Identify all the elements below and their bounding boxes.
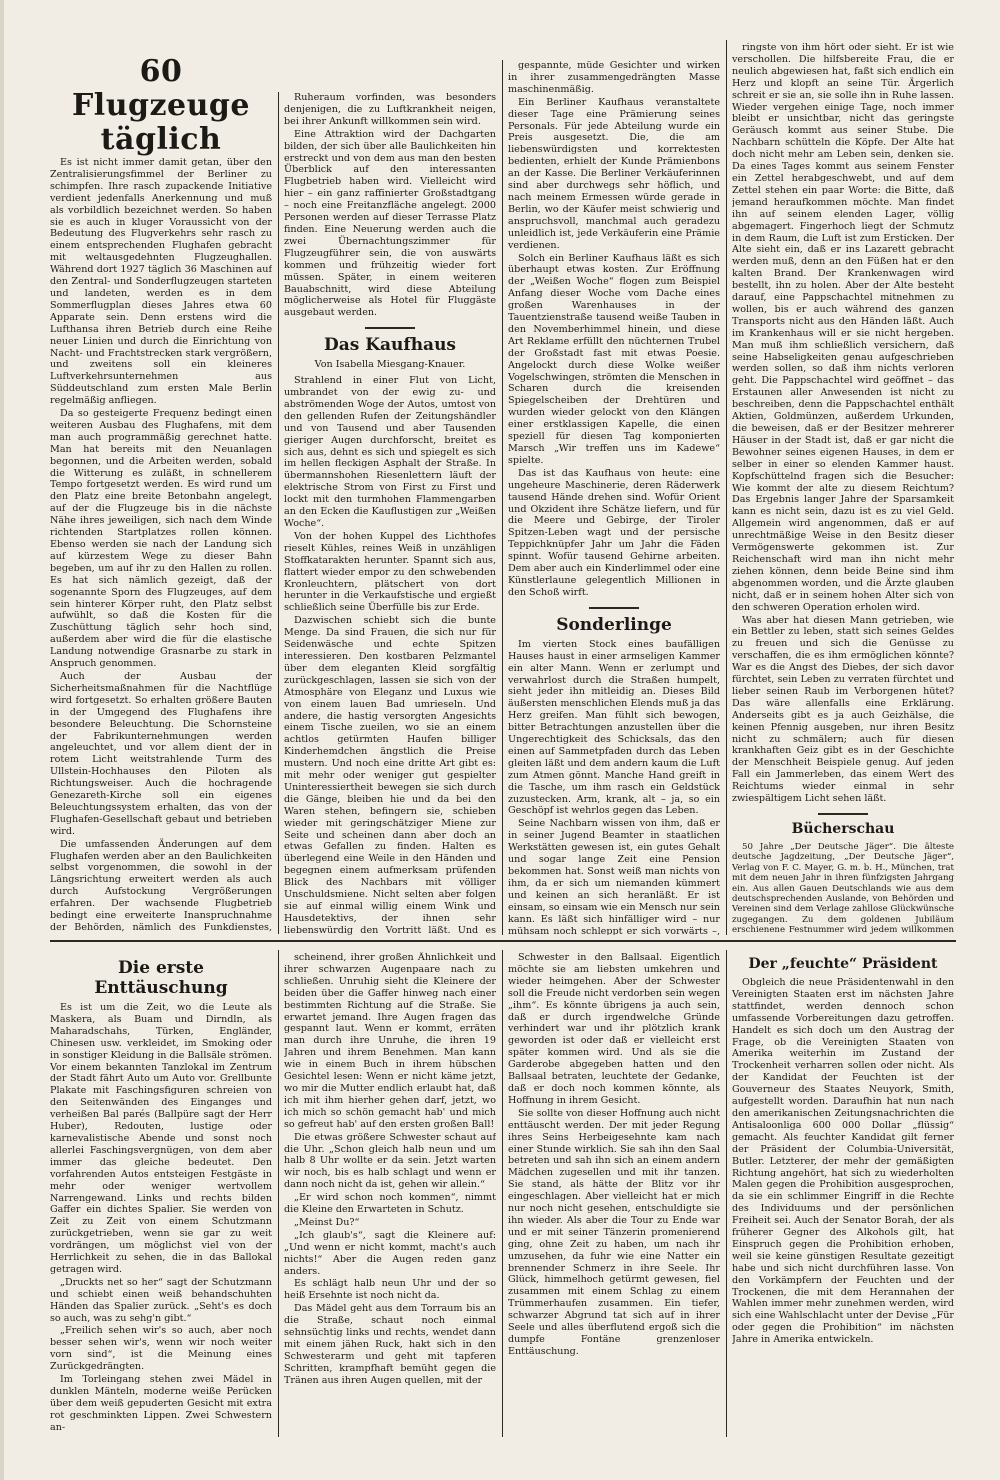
- paragraph: Die etwas größere Schwester schaut auf die Uhr. „Schon gleich halb neun und um halb 8 Uhr wollte er da sein. Jetzt warten wir noch, bis es halb schlagt und wenn er dann noch nicht da ist, gehen wir allein.“: [284, 1131, 496, 1191]
- paragraph: „Druckts net so her“ sagt der Schutzmann und schiebt einen weiß behandschuhten Händen das Spalier zurück. „Seht's es doch so auch, was zu sehg'n gibt.“: [50, 1276, 272, 1324]
- section-divider: [589, 607, 639, 609]
- lower-column-2: [284, 952, 496, 1437]
- paragraph: Das Mädel geht aus dem Torraum bis an die Straße, schaut noch einmal sehnsüchtig links und rechts, wendet dann mit einem jähen Ruck, hakt sich in den Schwesterarm und geht mit tapferen Schritten, krampfhaft bemüht gegen die Tränen aus ihren Augen quellen, mit der: [284, 1303, 496, 1386]
- paragraph: Auch der Ausbau der Sicherheitsmaßnahmen für die Nachtflüge wird fortgesetzt. So erhalten größere Bauten in der Umgegend des Flughafens ihre besondere Beleuchtung. Die Schornsteine der Fabrikunternehmungen werden angeleuchtet, und vor allem dient der in rotem Licht weitstrahlende Turm des Ullstein-Hochhauses den Piloten als Richtungsweiser. Auch die hochragende Genezareth-Kirche soll ein eigenes Beleuchtungssystem erhalten, das von der Flughafen-Gesellschaft gebaut und betrieben wird.: [50, 670, 272, 837]
- paragraph: Seine Nachbarn wissen von ihm, daß er in seiner Jugend Beamter in staatlichen Werkstätten gewesen ist, ein gutes Gehalt und sogar lange Zeit eine Pension bekommen hat. Sonst weiß man nichts von ihm, da er sich um niemanden kümmert und keinen an sich heranläßt. Er ist einsam, so einsam wie ein Mensch nur sein kann. Es läßt sich hinfälliger wird – nur mühsam noch schleppt er sich vorwärts –,: [508, 818, 720, 935]
- column-rule: [726, 40, 727, 935]
- paragraph: Es ist nicht immer damit getan, über den Zentralisierungsfimmel der Berliner zu schimpfen. Ihre rasch zupackende Initiative verdient jedenfalls Anerkennung und muß als vorbildlich bezeichnet werden. So haben sie es auch in kluger Voraussicht von der Bedeutung des Flugverkehrs sehr rasch zu einem entsprechenden Flughafen gebracht mit weltausgedehnten Flugzeughallen. Während dort 1927 täglich 36 Maschinen auf den Zentral- und Sonderflugzeugen starteten und landeten, werden es in dem Sommerflugplan dieses Jahres etwa 60 Apparate sein. Denn erstens wird die Lufthansa ihren Betrieb durch eine Reihe neuer Linien und durch die Einrichtung von Nacht- und Frachtstrecken stark vergrößern, und zweitens soll ein kleineres Luftverkehrsunternehmen aus Süddeutschland zum ersten Male Berlin regelmäßig anfliegen.: [50, 157, 272, 407]
- paragraph: Schwester in den Ballsaal. Eigentlich möchte sie am liebsten umkehren und wieder heimgehen. Aber der Schwester soll die Freude nicht verdorben sein wegen „ihm“. Es könnte übrigens ja auch sein, daß er durch irgendwelche Gründe verhindert war und ihr plötzlich krank geworden ist oder daß er vielleicht erst später kommen wird. Und als sie die Garderobe abgegeben hatten und den Ballsaal betraten, leuchtete der Gedanke, daß er doch noch kommen könnte, als Hoffnung in ihrem Gesicht.: [508, 952, 720, 1106]
- paragraph: Im vierten Stock eines baufälligen Hauses haust in einer armseligen Kammer ein alter Mann. Wenn er zerlumpt und verwahrlost durch die Straßen humpelt, sieht jeder ihn mitleidig an. Dieses Bild äußersten menschlichen Elends muß ja das Herz greifen. Man fühlt sich bewogen, bitter Betrachtungen anzustellen über die Ungerechtigkeit des Schicksals, das den einen auf Sammetpfaden durch das Leben gleiten läßt und dem andern kaum die Luft zum Atmen gönnt. Manche Hand greift in die Tasche, um ihm rasch ein Geldstück zuzustecken. Arm, krank, alt – ja, so ein Geschöpf ist wehrlos gegen das Leben.: [508, 638, 720, 817]
- paragraph: Ein Berliner Kaufhaus veranstaltete dieser Tage eine Prämierung seines Personals. Für jede Abteilung wurde ein Preis ausgesetzt. Die, die am liebenswürdigsten und korrektesten bedienten, erhielt der Kunde Prämienbons an der Kasse. Die Berliner Verkäuferinnen sind aber durchwegs sehr höflich, und nach meinem Ermessen würde gerade in Berlin, wo der Käufer meist schwierig und anspruchsvoll, manchmal auch geradezu unleidlich ist, jede Verkäuferin eine Prämie verdienen.: [508, 96, 720, 251]
- book-review-text: 50 Jahre „Der Deutsche Jäger“. Die älteste deutsche Jagdzeitung, „Der Deutsche Jäger“, Verlag von F. C. Mayer, G. m. b. H., München, trat mit dem neuen Jahr in ihren fünfzigsten Jahrgang ein. Aus allen Gauen Deutschlands wie aus dem deutschsprechenden Auslande, von Behörden und Vereinen sind dem Verlage zahllose Glückwünsche zugegangen. Zu dem goldenen Jubiläum erschienene Festnummer wird jedem willkommen: [732, 842, 954, 935]
- column-rule: [278, 950, 279, 1437]
- section-divider: [818, 813, 868, 815]
- column-rule: [278, 92, 279, 934]
- section-divider: [365, 327, 415, 329]
- paragraph: Die umfassenden Änderungen auf dem Flughafen werden aber an den Baulichkeiten selbst vorgenommen, die sowohl in der Längsrichtung erweitert werden als auch durch Aufstockung Vergrößerungen erfahren. Der wachsende Flugbetrieb bedingt eine erweiterte Inanspruchnahme der Behörden, nämlich des Funkdienstes,: [50, 838, 272, 933]
- section-separator: [50, 940, 956, 942]
- paragraph: Eine Attraktion wird der Dachgarten bilden, der sich über alle Baulichkeiten hin erstreckt und von dem aus man den besten Überblick auf den interessanten Flugbetrieb haben wird. Vielleicht wird hier – ein ganz raffinierter Großstadtgang – noch eine Freitanzfläche angelegt. 2000 Personen werden auf dieser Terrasse Platz finden. Eine Neuerung werden auch die zwei Übernachtungszimmer für Flugzeugführer sein, die von auswärts kommen und frühzeitig wieder fort müssen. Später, in einem weiteren Bauabschnitt, wird diese Abteilung möglicherweise als Hotel für Fluggäste ausgebaut werden.: [284, 128, 496, 319]
- paragraph: „Meinst Du?“: [294, 1216, 360, 1228]
- headline-sonderlinge: Sonderlinge: [556, 614, 672, 635]
- lower-column-3: [508, 952, 720, 1437]
- paragraph: Es ist um die Zeit, wo die Leute als Maskera, als Buam und Dirndln, als Maharadschahs, Türken, Engländer, Chinesen usw. verkleidet, im Smoking oder in sonstiger Kleidung in die Ballsäle strömen. Vor einem bekannten Tanzlokal im Zentrum der Stadt fährt Auto um Auto vor. Grellbunte Plakate mit Faschingsfiguren schreien von den Seitenwänden des Einganges und verheißen Bal parés (Ballpüre sagt der Herr Huber), Redouten, lustige oder karnevalistische Abende und sonst noch allerlei Faschingsvergnügen, von dem aber immer das gleiche bedeutet. Den vorfahrenden Autos entsteigen Festgäste in mehr oder weniger wertvollem Narrengewand. Links und rechts bilden Gaffer ein dichtes Spalier. Sie werden von Zeit zu Zeit von einem Schutzmann zurückgetrieben, wenn sie gar zu weit vordrängen, um möglichst viel von der Herrlichkeit zu sehen, die in das Ballokal getragen wird.: [50, 1002, 272, 1275]
- paragraph: „Freilich sehen wir's so auch, aber noch besser sehen wir's, wenn wir noch weiter vorn sind“, ist die Meinung eines Zurückgedrängten.: [50, 1325, 272, 1373]
- paragraph: Strahlend in einer Flut von Licht, umbrandet von der ewig zu- und abströmenden Woge der Autos, umtost von den gellenden Rufen der Zeitungshändler und von Tausend und aber Tausenden gieriger Augen durchforscht, breitet es sich aus, dehnt es sich und spiegelt es sich im hellen fleckigen Asphalt der Straße. In übermannshohen Riesenlettern läuft der elektrische Strom von First zu First und lockt mit den turmhohen Flammengarben an den Ecken die Kauflustigen zur „Weißen Woche“.: [284, 375, 496, 529]
- paragraph: Dazwischen schiebt sich die bunte Menge. Da sind Frauen, die sich nur für Seidenwäsche und echte Spitzen interessieren. Den kostbaren Pelzmantel über dem eleganten Kleid sorgfältig zurückgeschlagen, lassen sie sich von der Atmosphäre von Eleganz und Luxus wie von einem lauen Bad umrieseln. Und andere, die hastig versorgten Angesichts einem Tische zueilen, wo sie an einem achtlos getürmten Haufen billiger Kinderhemdchen ängstlich die Preise mustern. Und noch eine dritte Art gibt es: mit mehr oder weniger gut gespielter Uninteressiertheit bewegen sie sich durch die Gänge, bleiben hie und da bei den Waren stehen, befingern sie, schieben wieder mit geringschätziger Miene zur Seite und scheinen dann aber doch an etwas Gefallen zu finden. Halten es überlegend eine Weile in den Händen und begegnen einem aufmerksam prüfenden Blick des Nachbars mit völliger Unschuldsmiene. Nicht selten aber folgen sie auf einmal willig einem Wink und Hausdetektivs, der ihnen sehr liebenswürdig den Vortritt läßt. Und es: [284, 615, 496, 935]
- paragraph: Es schlägt halb neun Uhr und der so heiß Ersehnte ist noch nicht da.: [284, 1278, 496, 1302]
- paragraph: Was aber hat diesen Mann getrieben, wie ein Bettler zu leben, statt sich seines Geldes zu freuen und sich die Genüsse zu verschaffen, die es ihm ermöglichen könnte? War es die Angst des Diebes, der sich davor fürchtet, sein Leben zu verraten fürchtet und lieber seinen Raub im Verborgenen hütet? Das wäre allenfalls eine Erklärung. Anderseits gibt es ja auch Geizhälse, die keinen Pfennig ausgeben, nur ihren Besitz nicht zu schmälern; auch für diesen krankhaften Geiz gibt es in der Geschichte der Menschheit Beispiele genug. Auf jeden Fall ein Jammerleben, das einem Wert des Reichtums wieder einmal in sehr zwiespältigem Licht sehen läßt.: [732, 614, 954, 805]
- headline-flugzeuge: 60 Flugzeuge täglich: [72, 55, 250, 157]
- paragraph: Solch ein Berliner Kaufhaus läßt es sich überhaupt etwas kosten. Zur Eröffnung der „Weißen Woche“ flogen zum Beispiel Anfang dieser Woche vom Dache eines großen Warenhauses in der Tauentzienstraße tausend weiße Tauben in den Novemberhimmel hinein, und diese Art Reklame erfüllt den nüchternen Trubel der Großstadt fast mit etwas Poesie. Angelockt durch diese Wolke weißer Vogelschwingen, strömten die Menschen in Scharen durch die kreisenden Spiegelscheiben der Drehtüren und wurden wieder gelockt von den Klängen einer erstklassigen Kapelle, die einen speziell für diesen Tag komponierten Marsch „Wir treffen uns im Kadewe“ spielte.: [508, 252, 720, 466]
- upper-column-2: [284, 92, 496, 935]
- byline: Von Isabella Miesgang-Knauer.: [314, 359, 466, 371]
- paragraph: ringste von ihm hört oder sieht. Er ist wie verschollen. Die hilfsbereite Frau, die er neulich abgewiesen hat, faßt sich endlich ein Herz und klopft an seine Tür. Ärgerlich schreit er sie an, sie solle ihn in Ruhe lassen. Wieder vergehen einige Tage, noch immer bleibt er unsichtbar, nicht das geringste Geräusch kommt aus seiner Stube. Die Nachbarn schütteln die Köpfe. Der Alte hat doch nicht mehr am Leben sein, denken sie. Da eines Tages kommt aus seinem Fenster ein Zettel herabgeschwebt, und auf dem Zettel stehen ein paar Worte: die Bitte, daß jemand heraufkommen möchte. Man findet ihn auf seinem elenden Lager, völlig abgemagert. Fingerhoch liegt der Schmutz in dem Raum, die Luft ist zum Ersticken. Der Alte sieht ein, daß er ins Lazarett gebracht werden muß, denn an den Füßen hat er den kalten Brand. Der Krankenwagen wird bestellt, ihn zu holen. Aber der Alte besteht darauf, eine Pappschachtel mitnehmen zu wollen, bis er auch während des ganzen Transports nicht aus den Händen läßt. Auch im Krankenhaus will er sie nicht hergeben. Man muß ihm schließlich versichern, daß seine Habseligkeiten genau aufgeschrieben werden sollen, so daß ihm nichts verloren geht. Die Pappschachtel wird geöffnet – das Erstaunen aller Anwesenden ist nicht zu beschreiben, denn die Pappschachtel enthält Aktien, Goldmünzen, außerdem Urkunden, die beweisen, daß er der Besitzer mehrerer Häuser in der Stadt ist, daß er gar nicht die Bewohner seines eigenen Hauses, in dem er selber in einer so elenden Kammer haust. Kopfschüttelnd fragen sich die Besucher: Wie kommt der alte zu diesem Reichtum? Das Ergebnis langer Jahre der Sparsamkeit kann es nicht sein, dazu ist es zu viel Geld. Allgemein wird angenommen, daß er auf unrechtmäßige Weise in den Besitz dieser Vermögenswerte gekommen ist. Zur Reichenschaft wird man ihn nicht mehr ziehen können, denn beide Beine sind ihm abgenommen worden, und die Ärzte glauben nicht, daß er in seinem hohen Alter sich von den schweren Operation erholen wird.: [732, 42, 954, 613]
- paragraph: Ruheraum vorfinden, was besonders denjenigen, die zu Luftkrankheit neigen, bei ihrer Ankunft willkommen sein wird.: [284, 92, 496, 127]
- paragraph: Obgleich die neue Präsidentenwahl in den Vereinigten Staaten erst im nächsten Jahre stattfindet, werden dennoch schon umfassende Vorbereitungen dazu getroffen. Handelt es sich doch um den Austrag der Frage, ob die Vereinigten Staaten von Amerika weiterhin im Zustand der Trockenheit verharren sollen oder nicht. Als der Kandidat der Feuchten ist der Gouverneur des Staates Neuyork, Smith, aufgestellt worden. Daraufhin hat nun nach den amerikanischen Zeitungsnachrichten die Antisaloonliga 600 000 Dollar „flüssig“ gemacht. Als feuchter Kandidat gilt ferner der Präsident der Columbia-Universität, Butler. Letzterer, der mehr der gemäßigten Richtung angehört, hat sich zu wiederholten Malen gegen die Prohibition ausgesprochen, da sie ein schlimmer Eingriff in die Rechte des Individuums und der persönlichen Freiheit sei. Auch der Senator Borah, der als früherer Gegner des Alkohols gilt, hat Einspruch gegen die Prohibition erhoben, weil sie keine günstigen Resultate gezeitigt habe und sich nicht durchführen lasse. Von den Vorkämpfern der Feuchten und der Trockenen, die mit dem Herannahen der Wahlen immer mehr zunehmen werden, wird sich eine Wahlschlacht unter der Devise „Für oder gegen die Prohibition“ im nächsten Jahre in Amerika entwickeln.: [732, 977, 954, 1346]
- headline-feuchte-praesident: Der „feuchte“ Präsident: [748, 956, 938, 972]
- paragraph: Im Torleingang stehen zwei Mädel in dunklen Mänteln, moderne weiße Perücken über dem weiß gepuderten Gesicht mit extra rot geschminkten Lippen. Zwei Schwestern an-: [50, 1374, 272, 1433]
- upper-column-3: [508, 60, 720, 935]
- paragraph: Das ist das Kaufhaus von heute: eine ungeheure Maschinerie, deren Räderwerk tausend Hände drehen sind. Wofür Orient und Okzident ihre Schätze liefern, und für die Meere und Gebirge, der Tiroler Spitzen-Leben wagt und der persische Teppichknüpfer Jahr um Jahr die Fäden spinnt. Wofür tausend Gehirne arbeiten. Dem aber auch ein Kinderlimmel oder eine Künstlerlaune gelegentlich Millionen in den Schoß wirft.: [508, 467, 720, 598]
- paragraph: Sie sollte von dieser Hoffnung auch nicht enttäuscht werden. Der mit jeder Regung ihres Seins Herbeigesehnte kam nach einer Stunde wirklich. Sie sah ihn den Saal betreten und sah ihn sich an einem andern Mädchen zugesellen und mit ihr tanzen. Sie stand, als hätte der Blitz vor ihr eingeschlagen. Aber vielleicht hat er mich nur noch nicht gesehen, entschuldigte sie ihn wieder. Als aber die Tour zu Ende war und er mit seiner Tänzerin promenierend ging, ohne Zeit zu haben, um nach ihr umzusehen, da fuhr wie eine Natter ein brennender Schmerz in ihre Seele. Ihr Glück, himmelhoch getürmt gewesen, fiel zusammen mit einem Schlag zu einem Trümmerhaufen zusammen. Ein tiefer, schwarzer Abgrund tat sich auf in ihrer Seele und alles überflutend ergoß sich die dumpfe Fontäne grenzenloser Enttäuschung.: [508, 1107, 720, 1357]
- upper-column-1: [50, 55, 272, 935]
- paragraph: Von der hohen Kuppel des Lichthofes rieselt Kühles, reines Weiß in unzähligen Stoffkatarakten herunter. Spannt sich aus, flattert wieder empor zu den schwebenden Kronleuchtern, plätschert von dort herunter in die Verkaufstische und ergießt schließlich seine Überfülle bis zur Erde.: [284, 530, 496, 614]
- column-rule: [502, 950, 503, 1437]
- upper-column-4: [732, 42, 954, 935]
- lower-column-1: [50, 952, 272, 1437]
- paragraph: gespannte, müde Gesichter und wirken in ihrer zusammengedrängten Masse maschinenmäßig.: [508, 60, 720, 95]
- paragraph: scheinend, ihrer großen Ähnlichkeit und ihrer schwarzen Augenpaare nach zu schließen. Unruhig sieht die Kleinere der beiden über die Gaffer hinweg nach einer bestimmten Richtung auf die Straße. Sie erwartet jemand. Ihre Augen fragen das gespannt laut. Wenn er kommt, erräten man durch ihre Unruhe, die ihren 19 Jahren und ihrem Benehmen. Man kann wie in einem Buch in ihrem hübschen Gesichtel lesen: Wenn er nicht käme jetzt, wo mir die Mutter endlich erlaubt hat, daß ich mit ihm hierher gehen darf, jetzt, wo ich mich so schön gemacht hab' und mich so gefreut hab' auf den ersten großen Ball!: [284, 952, 496, 1130]
- column-rule: [502, 60, 503, 935]
- headline-erste-enttaeuschung: Die erste Enttäuschung: [94, 958, 228, 998]
- headline-buecherschau: Bücherschau: [791, 821, 895, 837]
- paragraph: „Ich glaub's“, sagt die Kleinere auf: „Und wenn er nicht kommt, macht's auch nichts!“ Aber die Augen reden ganz anders.: [284, 1229, 496, 1277]
- paragraph: „Er wird schon noch kommen“, nimmt die Kleine den Erwarteten in Schutz.: [284, 1192, 496, 1216]
- lower-column-4: [732, 952, 954, 1437]
- paragraph: Da so gesteigerte Frequenz bedingt einen weiteren Ausbau des Flughafens, mit dem man auch programmäßig gerechnet hatte. Man hat bereits mit den Neuanlagen begonnen, und die Arbeiten werden, sobald die Witterung es zuläßt, in schnellerem Tempo fortgesetzt werden. Es wird rund um den Platz eine breite Betonbahn angelegt, auf der die Flugzeuge bis in die nächste Nähe ihres jeweiligen, sich nach dem Winde richtenden Startplatzes rollen können. Ebenso werden sie nach der Landung sich auf kürzestem Wege zu dieser Bahn begeben, um auf ihr zu den Hallen zu rollen. Es hat sich nämlich gezeigt, daß der sogenannte Sporn des Flugzeuges, auf dem sein hinterer Körper ruht, den Platz selbst aufwühlt, so daß die Kosten für die Zuschüttung täglich sehr hoch sind, außerdem aber wird die für die elastische Landung notwendige Grasnarbe zu stark in Anspruch genommen.: [50, 408, 272, 670]
- column-rule: [726, 950, 727, 1437]
- headline-kaufhaus: Das Kaufhaus: [323, 335, 456, 356]
- page-binding-edge: [0, 0, 4, 1480]
